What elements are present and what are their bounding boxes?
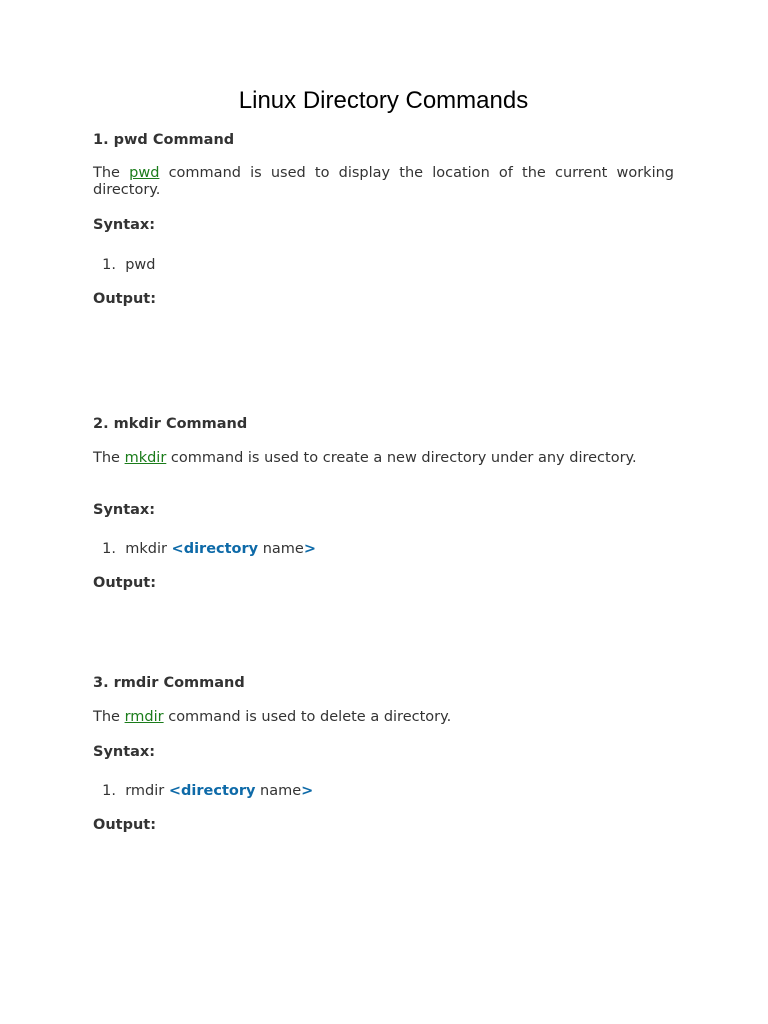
- pwd-link[interactable]: pwd: [129, 165, 160, 181]
- output-label: Output:: [93, 291, 157, 307]
- code-command: mkdir: [125, 541, 172, 557]
- code-command: rmdir: [125, 783, 169, 799]
- section-description: The rmdir command is used to delete a directory.: [93, 709, 452, 725]
- code-line: [70, 540, 651, 558]
- mkdir-link[interactable]: mkdir: [124, 450, 167, 466]
- code-line-number: 1.: [102, 257, 116, 273]
- code-arg-open: <directory: [171, 541, 259, 557]
- output-label: Output:: [93, 575, 157, 591]
- section-heading: 2. mkdir Command: [93, 416, 248, 432]
- code-arg-open: <directory: [168, 783, 256, 799]
- syntax-label: Syntax:: [93, 502, 156, 518]
- section-heading: 1. pwd Command: [93, 132, 235, 148]
- document-title: Linux Directory Commands: [238, 87, 529, 114]
- syntax-label: Syntax:: [93, 744, 156, 760]
- code-line-number: 1.: [102, 783, 116, 799]
- code-arg-close: >: [301, 783, 314, 799]
- code-arg-name: name: [258, 541, 304, 557]
- code-line-number: 1.: [102, 541, 116, 557]
- section-description: The mkdir command is used to create a new directory under any directory.: [93, 450, 637, 466]
- section-description: The pwd command is used to display the location of the current working directory.: [93, 165, 674, 198]
- code-arg-name: name: [255, 783, 302, 799]
- output-label: Output:: [93, 817, 157, 833]
- code-command: pwd: [125, 257, 156, 273]
- code-line: [70, 782, 651, 800]
- rmdir-link[interactable]: rmdir: [124, 709, 164, 725]
- code-arg-close: >: [303, 541, 317, 557]
- section-heading: 3. rmdir Command: [93, 675, 245, 691]
- syntax-label: Syntax:: [93, 217, 156, 233]
- code-line: [70, 256, 651, 274]
